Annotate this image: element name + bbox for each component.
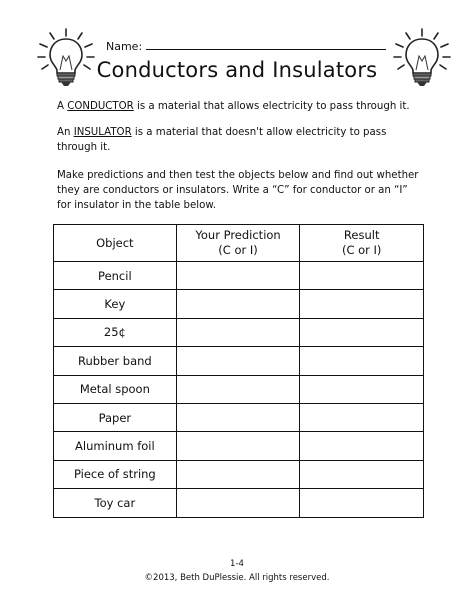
table-row (54, 262, 424, 290)
name-label: Name: (106, 40, 143, 53)
name-row (106, 38, 386, 53)
object-cell: Pencil (54, 262, 177, 290)
prediction-cell[interactable] (176, 318, 300, 346)
object-cell: Key (54, 290, 177, 318)
name-field[interactable] (146, 38, 386, 50)
result-cell[interactable] (300, 347, 424, 375)
table-row (54, 318, 424, 346)
table-row (54, 460, 424, 488)
object-cell: Rubber band (54, 347, 177, 375)
object-cell: 25¢ (54, 318, 177, 346)
result-header-title: Result (343, 228, 380, 242)
result-cell[interactable] (300, 489, 424, 517)
prediction-header-title: Your Prediction (195, 228, 281, 242)
table-row (54, 403, 424, 431)
table-row (54, 290, 424, 318)
table-row (54, 347, 424, 375)
table-header-row (54, 225, 424, 262)
object-cell: Piece of string (54, 460, 177, 488)
conductor-prefix: A (57, 101, 64, 112)
prediction-cell[interactable] (176, 262, 300, 290)
object-cell: Toy car (54, 489, 177, 517)
object-cell: Aluminum foil (54, 432, 177, 460)
object-cell: Paper (54, 403, 177, 431)
result-cell[interactable] (300, 375, 424, 403)
object-cell: Metal spoon (54, 375, 177, 403)
prediction-cell[interactable] (176, 489, 300, 517)
object-header: Object (54, 225, 177, 262)
result-cell[interactable] (300, 432, 424, 460)
instructions: Make predictions and then test the objects below and find out whether they are conductors or insulators. Write a “C” for conductor or an “I” for insulator in the table below. (57, 170, 419, 211)
table-row (54, 489, 424, 517)
objects-table (53, 224, 424, 518)
result-cell[interactable] (300, 262, 424, 290)
result-cell[interactable] (300, 403, 424, 431)
prediction-header-hint: (C or I) (218, 243, 258, 257)
result-cell[interactable] (300, 318, 424, 346)
prediction-cell[interactable] (176, 290, 300, 318)
conductor-term: CONDUCTOR (67, 101, 134, 112)
table-row (54, 375, 424, 403)
result-header (300, 225, 424, 262)
insulator-definition (57, 125, 422, 155)
page-title: Conductors and Insulators (96, 58, 378, 82)
prediction-cell[interactable] (176, 403, 300, 431)
insulator-text: is a material that doesn't allow electricity to pass through it. (57, 127, 387, 153)
copyright-notice: ©2013, Beth DuPlessie. All rights reserved. (144, 573, 330, 583)
table-row (54, 432, 424, 460)
page-number: 1-4 (230, 559, 244, 569)
insulator-prefix: An (57, 127, 71, 138)
result-cell[interactable] (300, 460, 424, 488)
insulator-term: INSULATOR (73, 127, 132, 138)
prediction-cell[interactable] (176, 375, 300, 403)
prediction-cell[interactable] (176, 347, 300, 375)
result-header-hint: (C or I) (341, 243, 382, 257)
prediction-header (176, 225, 300, 262)
result-cell[interactable] (300, 290, 424, 318)
prediction-cell[interactable] (176, 460, 300, 488)
prediction-cell[interactable] (176, 432, 300, 460)
conductor-text: is a material that allows electricity to pass through it. (136, 101, 410, 112)
conductor-definition (57, 99, 422, 114)
